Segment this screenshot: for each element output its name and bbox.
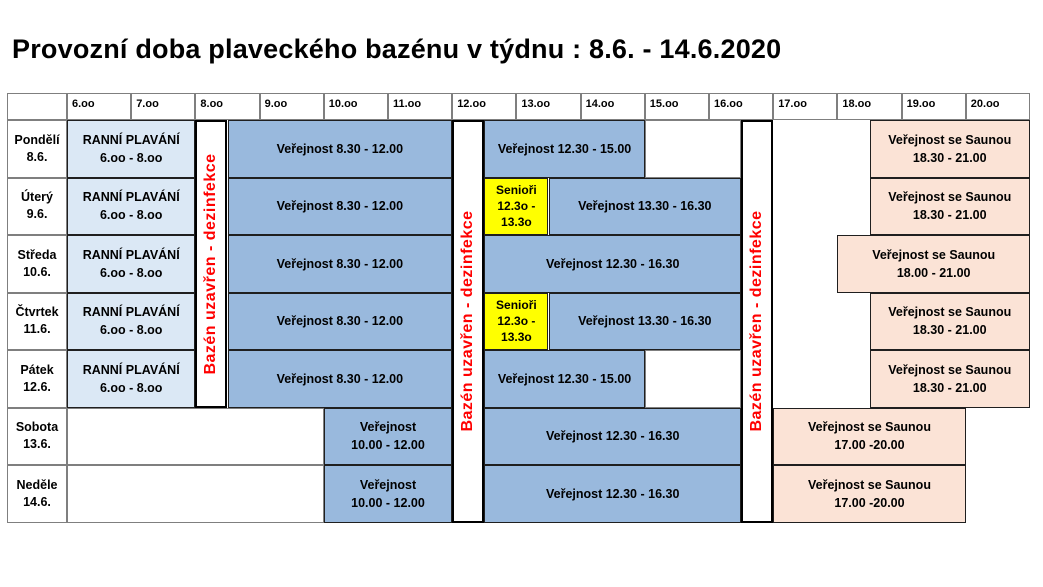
day-label [7,465,67,523]
hour-header: 10.oo [324,93,388,120]
day-label [7,120,67,178]
day-label-text: Neděle [16,477,58,492]
block-label: 17.00 -20.00 [834,495,905,510]
block-label: Veřejnost se Saunou [888,132,1012,147]
block-label: 17.00 -20.00 [834,438,905,453]
block-label: Veřejnost [359,420,417,435]
morning-swim-block [67,178,195,236]
day-label-text: Čtvrtek [15,305,59,320]
day-label-text: Úterý [21,190,53,205]
block-label: RANNÍ PLAVÁNÍ [82,362,180,377]
closed-label: Bazén uzavřen - dezinfekce [202,153,220,375]
empty-slot [645,350,741,408]
hour-header: 18.oo [837,93,901,120]
block-label: Veřejnost 12.30 - 15.00 [497,141,632,156]
public-swim-block [228,120,453,178]
day-label-text: 12.6. [23,379,51,394]
hour-header: 15.oo [645,93,709,120]
public-swim-block [228,178,453,236]
sauna-block [870,293,1031,351]
page-title: Provozní doba plaveckého bazénu v týdnu : 8.6. - 14.6.2020 [12,34,782,64]
block-label: RANNÍ PLAVÁNÍ [82,247,180,262]
closed-label: Bazén uzavřen - dezinfekce [459,210,477,432]
hour-header: 13.oo [516,93,580,120]
block-label: 18.00 - 21.00 [896,265,971,280]
block-label: Veřejnost 8.30 - 12.00 [276,256,404,271]
block-label: Veřejnost se Saunou [888,190,1012,205]
public-swim-block [484,120,645,178]
block-label: Veřejnost se Saunou [888,305,1012,320]
closed-label: Bazén uzavřen - dezinfekce [748,210,766,432]
closed-disinfection-block [741,120,773,523]
block-label: Veřejnost 8.30 - 12.00 [276,371,404,386]
day-label-text: 9.6. [26,207,48,222]
block-label: RANNÍ PLAVÁNÍ [82,190,180,205]
block-label: Veřejnost 8.30 - 12.00 [276,314,404,329]
block-label: 18.30 - 21.00 [912,380,987,395]
hour-header: 17.oo [773,93,837,120]
block-label: Veřejnost [359,477,417,492]
block-label: Senioři [496,298,537,313]
empty-slot [645,120,741,178]
sauna-block [773,465,966,523]
hour-header: 11.oo [388,93,452,120]
day-label-text: 14.6. [23,494,51,509]
closed-disinfection-block [452,120,484,523]
public-swim-block [484,465,741,523]
public-swim-block [484,235,741,293]
empty-slot [67,465,324,523]
hour-header: 16.oo [709,93,773,120]
day-label-text: Sobota [15,420,59,435]
day-label-text: Pondělí [14,132,60,147]
day-label [7,350,67,408]
closed-disinfection-block [195,120,227,408]
block-label: 6.oo - 8.oo [99,323,163,338]
hour-header: 6.oo [67,93,131,120]
block-label: Veřejnost 13.30 - 16.30 [578,199,712,214]
day-label-text: 8.6. [26,149,48,164]
block-label: Veřejnost se Saunou [808,420,931,435]
day-label [7,408,67,466]
sauna-block [773,408,966,466]
day-label [7,235,67,293]
block-label: RANNÍ PLAVÁNÍ [82,132,180,147]
day-label-text: 13.6. [23,437,51,452]
block-label: 13.3o [501,330,532,345]
day-label-text: 11.6. [23,322,51,337]
sauna-block [837,235,1030,293]
hour-header: 12.oo [452,93,516,120]
block-label: Veřejnost 8.30 - 12.00 [276,141,404,156]
day-label-text: Pátek [20,362,54,377]
block-label: 6.oo - 8.oo [99,208,163,223]
block-label: Veřejnost 8.30 - 12.00 [276,199,404,214]
morning-swim-block [67,235,195,293]
hour-header: 19.oo [902,93,966,120]
block-label: 12.3o - [497,199,536,214]
public-swim-block [549,178,742,236]
hour-header: 8.oo [195,93,259,120]
block-label: 6.oo - 8.oo [99,380,163,395]
morning-swim-block [67,120,195,178]
block-label: 10.00 - 12.00 [351,495,425,510]
block-label: Veřejnost se Saunou [888,362,1012,377]
block-label: 6.oo - 8.oo [99,150,163,165]
block-label: RANNÍ PLAVÁNÍ [82,305,180,320]
block-label: Veřejnost 13.30 - 16.30 [578,314,712,329]
public-swim-block [228,350,453,408]
public-swim-block [484,408,741,466]
day-label [7,293,67,351]
public-swim-block [228,293,453,351]
block-label: Veřejnost 12.30 - 16.30 [545,256,680,271]
block-label: Veřejnost se Saunou [872,247,996,262]
seniors-block [484,293,548,351]
block-label: Senioři [496,183,537,198]
day-label-text: Středa [17,247,57,262]
block-label: 13.3o [501,215,532,230]
day-label [7,178,67,236]
sauna-block [870,120,1031,178]
block-label: 12.3o - [497,314,536,329]
morning-swim-block [67,293,195,351]
hour-header: 9.oo [260,93,324,120]
block-label: 18.30 - 21.00 [912,208,987,223]
block-label: Veřejnost se Saunou [808,477,931,492]
block-label: 6.oo - 8.oo [99,265,163,280]
morning-swim-block [67,350,195,408]
block-label: Veřejnost 12.30 - 15.00 [497,371,632,386]
day-label-text: 10.6. [23,264,51,279]
public-swim-block [549,293,742,351]
hour-header: 7.oo [131,93,195,120]
block-label: 18.30 - 21.00 [912,150,987,165]
hour-header: 14.oo [581,93,645,120]
hour-header: 20.oo [966,93,1030,120]
block-label: 10.00 - 12.00 [351,438,425,453]
public-swim-block [324,465,452,523]
public-swim-block [228,235,453,293]
block-label: 18.30 - 21.00 [912,323,987,338]
block-label: Veřejnost 12.30 - 16.30 [545,429,680,444]
header-corner [7,93,67,120]
empty-slot [67,408,324,466]
public-swim-block [484,350,645,408]
seniors-block [484,178,548,236]
block-label: Veřejnost 12.30 - 16.30 [545,486,680,501]
sauna-block [870,178,1031,236]
sauna-block [870,350,1031,408]
public-swim-block [324,408,452,466]
